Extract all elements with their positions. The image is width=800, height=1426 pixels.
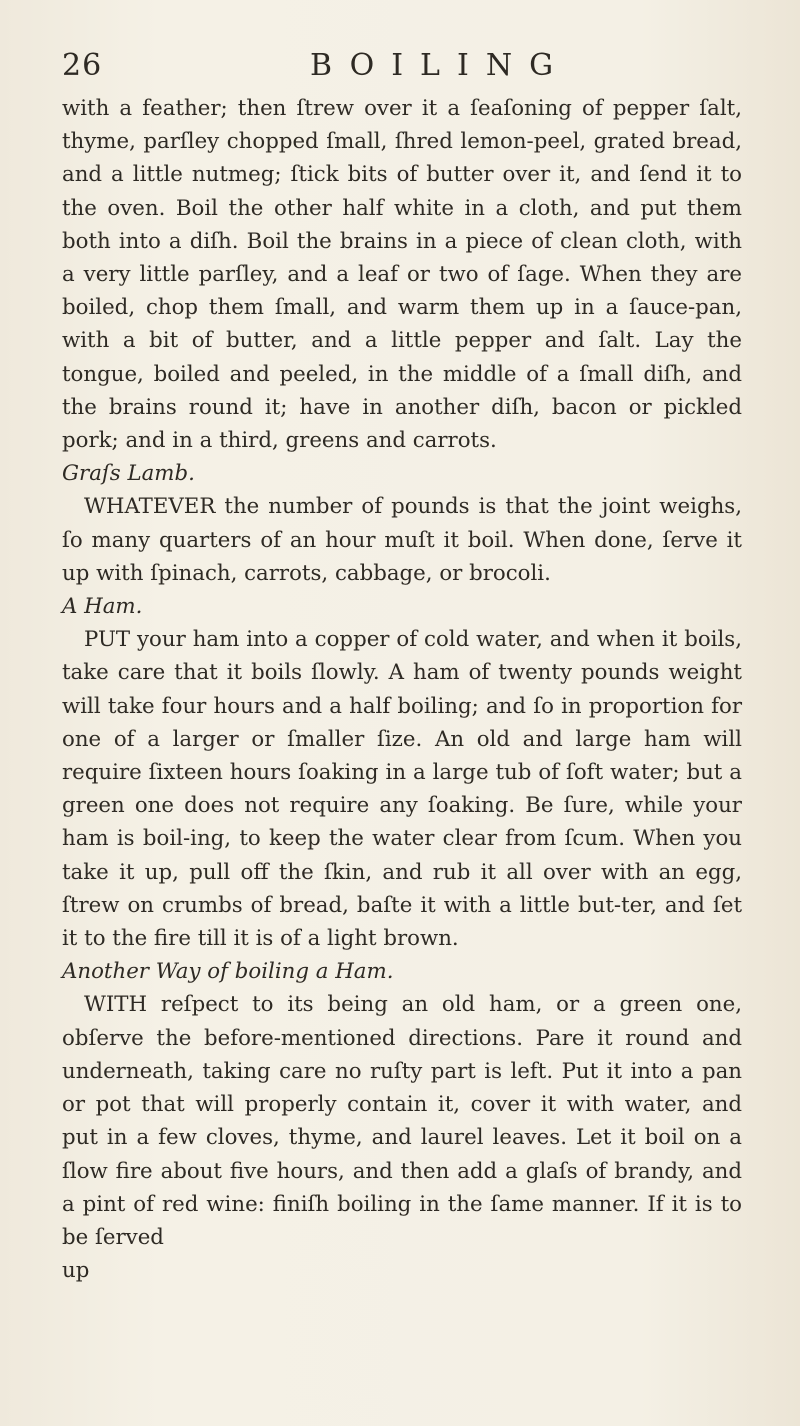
another-way-paragraph: WITH reſpect to its being an old ham, or a green one, obſerve the before-mentioned directions. Pare it round and underneath, taking care no ruſty part is left. Put it into a pan or pot that will properly contain it, cover it with water, and put in a few cloves, thyme, and laurel leaves. Let it boil on a ſlow fire about five hours, and then add a glaſs of brandy, and a pint of red wine: finiſh boiling in the ſame manner. If it is to be ſerved: [62, 992, 742, 1250]
ham-paragraph: PUT your ham into a copper of cold water, and when it boils, take care that it boils ſlowly. A ham of twenty pounds weight will take four hours and a half boiling; and ſo in proportion for one of a larger or ſmaller ſize. An old and large ham will require ſixteen hours ſoaking in a large tub of ſoft water; but a green one does not require any ſoaking. Be ſure, while your ham is boil-ing, to keep the water clear from ſcum. When you take it up, pull off the ſkin, and rub it all over with an egg, ſtrew on crumbs of bread, baſte it with a little but-ter, and ſet it to the fire till it is of a light brown.: [62, 627, 742, 952]
continuation-paragraph: with a feather; then ſtrew over it a ſeaſoning of pepper ſalt, thyme, parſley chopped ſmall, ſhred lemon-peel, grated bread, and a little nutmeg; ſtick bits of butter over it, and ſend it to the oven. Boil the other half white in a cloth, and put them both into a diſh. Boil the brains in a piece of clean cloth, with a very little parſley, and a leaf or two of ſage. When they are boiled, chop them ſmall, and warm them up in a ſauce-pan, with a bit of butter, and a little pepper and ſalt. Lay the tongue, boiled and peeled, in the middle of a ſmall diſh, and the brains round it; have in another diſh, bacon or pickled pork; and in a third, greens and carrots.: [62, 96, 742, 454]
section-title-ham: A Ham.: [62, 594, 143, 620]
catchword: up: [62, 1258, 90, 1284]
running-head: BOILING: [310, 48, 571, 83]
page-body: [62, 92, 742, 1287]
page-number: 26: [62, 48, 103, 83]
grass-lamb-paragraph: WHATEVER the number of pounds is that the joint weighs, ſo many quarters of an hour muſt it boil. When done, ſerve it up with ſpinach, carrots, cabbage, or brocoli.: [62, 494, 742, 586]
section-title-grass-lamb: Graſs Lamb.: [62, 461, 195, 487]
section-title-another-way: Another Way of boiling a Ham.: [62, 959, 394, 985]
page-header: [62, 48, 722, 88]
